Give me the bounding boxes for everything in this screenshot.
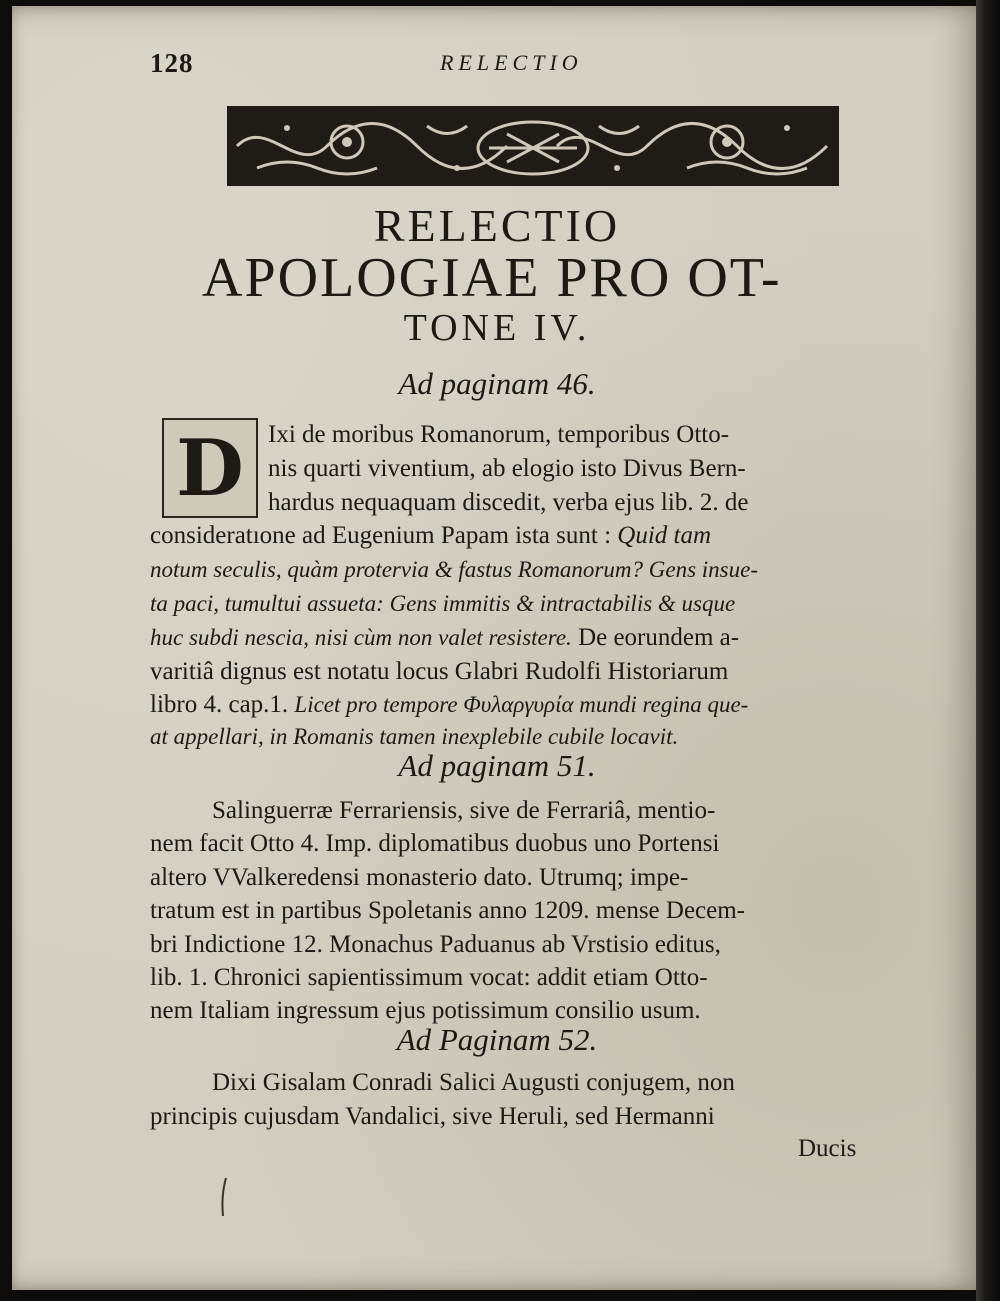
title-line-1: RELECTIO [373, 200, 621, 251]
text-line: principis cujusdam Vandalici, sive Heruli, sed Hermanni [150, 1103, 715, 1130]
quote-text: Quid tam [617, 522, 712, 549]
initial-letter: D [176, 422, 244, 514]
section-heading: Ad paginam 46. [398, 366, 596, 401]
quote-line: notum seculis, quàm protervia & fastus Romanorum? Gens insue- [150, 557, 758, 582]
text-line [150, 521, 711, 551]
quote-text: Licet pro tempore Φυλαργυρία mundi regina que- [294, 692, 749, 717]
text-line: tratum est in partibus Spoletanis anno 1209. mense Decem- [150, 897, 746, 924]
text-line: nem Italiam ingressum ejus potissimum consilio usum. [150, 997, 701, 1024]
headpiece-ornament [227, 106, 839, 186]
quote-line: ta paci, tumultui assueta: Gens immitis & intractabilis & usque [150, 591, 736, 616]
text-line: varitiâ dignus est notatu locus Glabri Rudolfi Historiarum [150, 658, 729, 685]
page-header [12, 48, 982, 88]
section-heading: Ad Paginam 52. [396, 1022, 598, 1057]
text-line: Ixi de moribus Romanorum, temporibus Otto- [268, 421, 730, 448]
text-run: libro 4. cap.1. [150, 691, 295, 718]
text-line: bri Indictione 12. Monachus Paduanus ab Vrstisio editus, [150, 931, 721, 958]
text-line: altero VValkeredensi monasterio dato. Utrumq; impe- [150, 864, 689, 891]
running-title: RELECTIO [440, 50, 583, 75]
quote-text: huc subdi nescia, nisi cùm non valet resistere. [150, 625, 572, 650]
page-edge-shadow [976, 0, 1000, 1301]
title-line-2: APOLOGIAE PRO OT- [202, 247, 782, 309]
book-page [12, 6, 982, 1290]
text-run: consideratıone ad Eugenium Papam ista sunt : [150, 522, 618, 549]
text-line [150, 690, 748, 720]
title-line-3: TONE IV. [403, 307, 591, 349]
text-line: nem facit Otto 4. Imp. diplomatibus duobus uno Portensi [150, 830, 720, 857]
catchword: Ducis [798, 1135, 857, 1162]
text-line: Dixi Gisalam Conradi Salici Augusti conjugem, non [212, 1069, 735, 1096]
section-heading: Ad paginam 51. [398, 748, 596, 783]
text-run: De eorundem a- [571, 624, 740, 651]
text-line: lib. 1. Chronici sapientissimum vocat: addit etiam Otto- [150, 964, 708, 991]
decorated-initial [162, 418, 258, 518]
text-line [150, 623, 739, 653]
text-line: hardus nequaquam discedit, verba ejus lib. 2. de [268, 489, 749, 516]
quote-line: at appellari, in Romanis tamen inexplebile cubile locavit. [150, 724, 679, 749]
page-number: 128 [150, 48, 194, 78]
ink-mark [217, 1176, 231, 1218]
text-line: nis quarti viventium, ab elogio isto Divus Bern- [268, 455, 746, 482]
text-line: Salinguerræ Ferrariensis, sive de Ferrariâ, mentio- [212, 797, 716, 824]
